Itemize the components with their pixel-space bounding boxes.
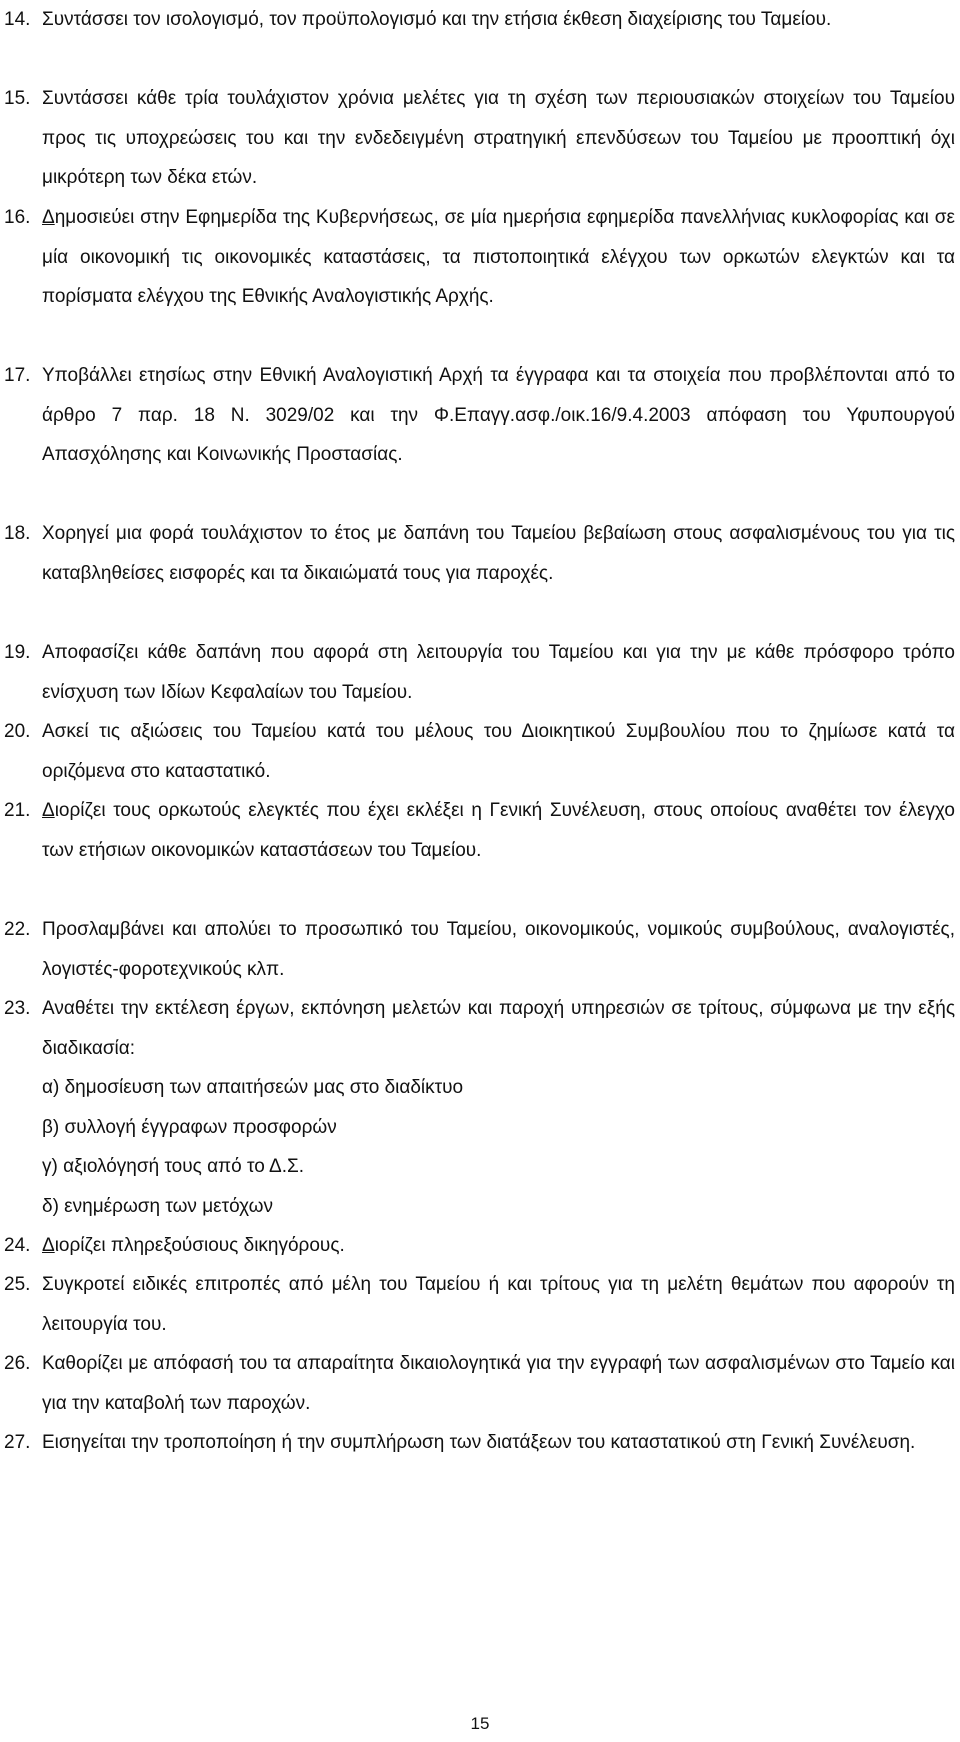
- item-text: Προσλαμβάνει και απολύει το προσωπικό του Ταμείου, οικονομικούς, νομικούς συμβούλους, αναλογιστές, λογιστές-φοροτεχνικούς κλπ.: [42, 919, 955, 980]
- item-text: Αποφασίζει κάθε δαπάνη που αφορά στη λειτουργία του Ταμείου και για την με κάθε πρόσφορο τρόπο ενίσχυση των Ιδίων Κεφαλαίων του Ταμείου.: [42, 642, 955, 703]
- item-text: Αναθέτει την εκτέλεση έργων, εκπόνηση μελετών και παροχή υπηρεσιών σε τρίτους, σύμφωνα με την εξής διαδικασία:: [42, 998, 955, 1059]
- item-number: 16.: [4, 207, 31, 228]
- item-text: Καθορίζει με απόφασή του τα απαραίτητα δικαιολογητικά για την εγγραφή των ασφαλισμένων στο Ταμείο και για την καταβολή των παροχών.: [42, 1353, 955, 1414]
- page-number: 15: [470, 1714, 490, 1733]
- item-text: Διορίζει πληρεξούσιους δικηγόρους.: [42, 1235, 345, 1256]
- item-number: 25.: [4, 1274, 31, 1295]
- item-text: Συντάσσει κάθε τρία τουλάχιστον χρόνια μελέτες για τη σχέση των περιουσιακών στοιχείων του Ταμείου προς τις υποχρεώσεις του και την ενδεδειγμένη στρατηγική επενδύσεων του Ταμείου με προοπτική όχι μικρότερη των δέκα ετών.: [42, 88, 955, 188]
- item-text: Συγκροτεί ειδικές επιτροπές από μέλη του Ταμείου ή και τρίτους για τη μελέτη θεμάτων που αφορούν τη λειτουργία του.: [42, 1274, 955, 1335]
- item-number: 14.: [4, 9, 31, 30]
- item-number: 21.: [4, 800, 31, 821]
- item-number: 23.: [4, 998, 31, 1019]
- procedure-step: γ) αξιολόγησή τους από το Δ.Σ.: [42, 1156, 305, 1177]
- item-text: Συντάσσει τον ισολογισμό, τον προϋπολογισμό και την ετήσια έκθεση διαχείρισης του Ταμείου.: [42, 9, 832, 30]
- item-number: 18.: [4, 523, 31, 544]
- item-number: 22.: [4, 919, 31, 940]
- item-text: Χορηγεί μια φορά τουλάχιστον το έτος με δαπάνη του Ταμείου βεβαίωση στους ασφαλισμένους του για τις καταβληθείσες εισφορές και τα δικαιώματά τους για παροχές.: [42, 523, 955, 584]
- item-number: 27.: [4, 1432, 31, 1453]
- item-number: 24.: [4, 1235, 31, 1256]
- procedure-step: β) συλλογή έγγραφων προσφορών: [42, 1117, 337, 1138]
- item-number: 19.: [4, 642, 31, 663]
- item-number: 17.: [4, 365, 31, 386]
- item-number: 20.: [4, 721, 31, 742]
- item-text: Διορίζει τους ορκωτούς ελεγκτές που έχει εκλέξει η Γενική Συνέλευση, στους οποίους αναθέτει τον έλεγχο των ετήσιων οικονομικών καταστάσεων του Ταμείου.: [42, 800, 955, 861]
- item-text: Υποβάλλει ετησίως στην Εθνική Αναλογιστική Αρχή τα έγγραφα και τα στοιχεία που προβλέπονται από το άρθρο 7 παρ. 18 Ν. 3029/02 και την Φ.Επαγγ.ασφ./οικ.16/9.4.2003 απόφαση του Υφυπουργού Απασχόλησης και Κοινωνικής Προστασίας.: [42, 365, 955, 465]
- item-number: 15.: [4, 88, 31, 109]
- item-number: 26.: [4, 1353, 31, 1374]
- item-text: Ασκεί τις αξιώσεις του Ταμείου κατά του μέλους του Διοικητικού Συμβουλίου που το ζημίωσε κατά τα οριζόμενα στο καταστατικό.: [42, 721, 955, 782]
- procedure-step: δ) ενημέρωση των μετόχων: [42, 1196, 273, 1217]
- procedure-step: α) δημοσίευση των απαιτήσεών μας στο διαδίκτυο: [42, 1077, 464, 1098]
- item-text: Εισηγείται την τροποποίηση ή την συμπλήρωση των διατάξεων του καταστατικού στη Γενική Συνέλευση.: [42, 1432, 916, 1453]
- item-text: Δημοσιεύει στην Εφημερίδα της Κυβερνήσεως, σε μία ημερήσια εφημερίδα πανελλήνιας κυκλοφορίας και σε μία οικονομική τις οικονομικές καταστάσεις, τα πιστοποιητικά ελέγχου των ορκωτών ελεγκτών και τα πορίσματα ελέγχου της Εθνικής Αναλογιστικής Αρχής.: [42, 207, 955, 307]
